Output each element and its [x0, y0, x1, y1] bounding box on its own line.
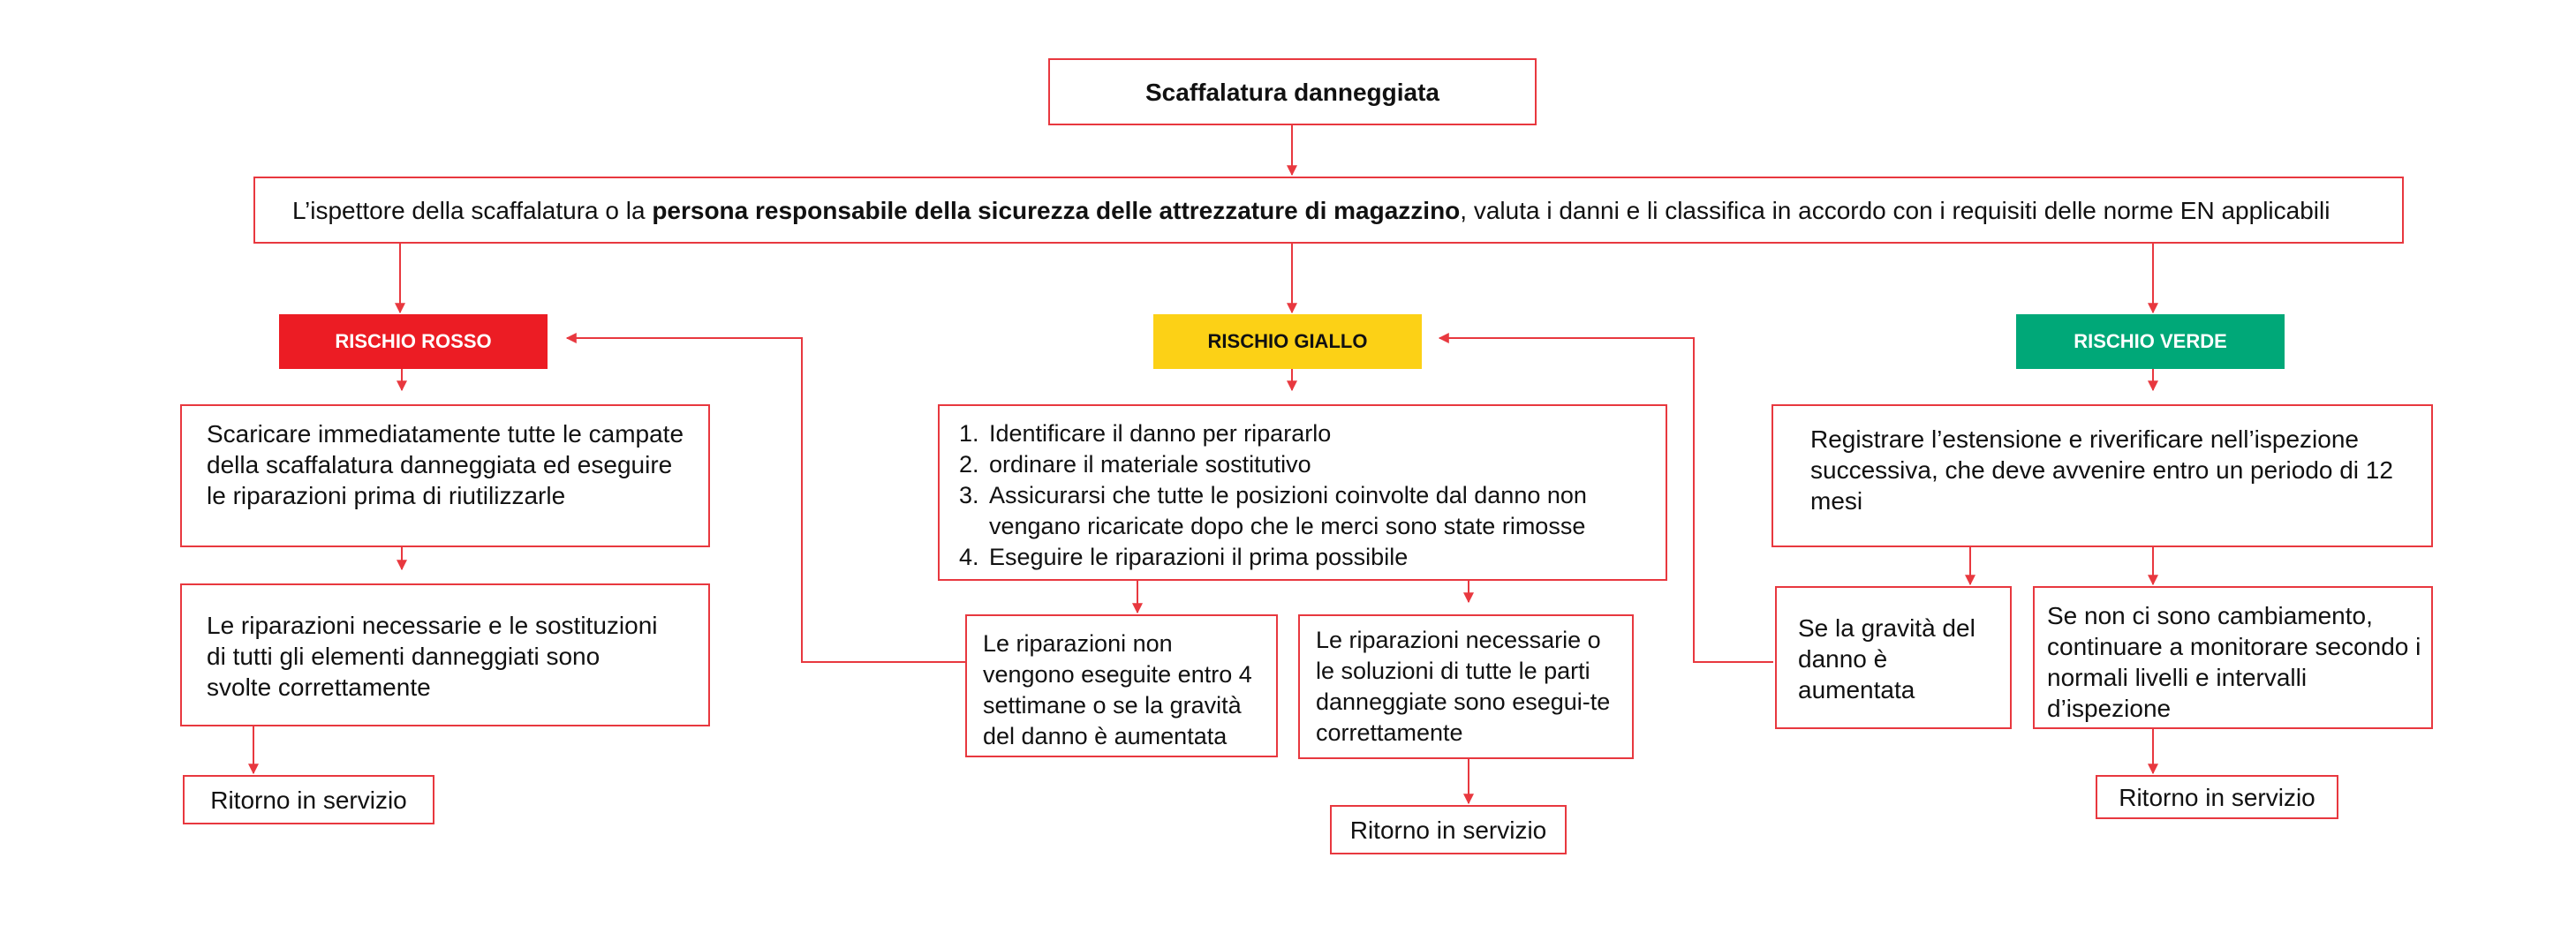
yellow-step: 2. ordinare il materiale sostitutivo: [986, 449, 1666, 480]
assessment-text-start: L’ispettore della scaffalatura o la: [292, 196, 653, 224]
green-same-box: Se non ci sono cambiamento, continuare a monitorare secondo i normali livelli e intervalli d’ispezione: [2033, 586, 2433, 729]
yellow-steps-list: [940, 418, 1666, 573]
yellow-fail-box: Le riparazioni non vengono eseguite entro 4 settimane o se la gravità del danno è aumentata: [965, 614, 1278, 757]
diagram-title: Scaffalatura danneggiata: [1048, 58, 1537, 125]
risk-yellow-label: RISCHIO GIALLO: [1153, 314, 1422, 369]
red-result-box: Ritorno in servizio: [183, 775, 434, 824]
yellow-steps-box: [938, 404, 1667, 581]
green-worse-box: Se la gravità del danno è aumentata: [1775, 586, 2012, 729]
assessment-text-bold: persona responsabile della sicurezza delle attrezzature di magazzino: [652, 196, 1461, 224]
green-result-box: Ritorno in servizio: [2096, 775, 2338, 819]
yellow-result-box: Ritorno in servizio: [1330, 805, 1567, 854]
yellow-step: 3. Assicurarsi che tutte le posizioni coinvolte dal danno non vengano ricaricate dopo che le merci sono state rimosse: [986, 480, 1666, 542]
risk-green-label: RISCHIO VERDE: [2016, 314, 2285, 369]
red-check-box: Le riparazioni necessarie e le sostituzioni di tutti gli elementi danneggiati sono svolte correttamente: [180, 583, 710, 726]
green-action-box: Registrare l’estensione e riverificare nell’ispezione successiva, che deve avvenire entro un periodo di 12 mesi: [1771, 404, 2433, 547]
yellow-step: 4. Eseguire le riparazioni il prima possibile: [986, 542, 1666, 573]
yellow-step: 1. Identificare il danno per ripararlo: [986, 418, 1666, 449]
red-action-box: Scaricare immediatamente tutte le campate della scaffalatura danneggiata ed eseguire le riparazioni prima di riutilizzarle: [180, 404, 710, 547]
assessment-box: [253, 177, 2404, 244]
risk-red-label: RISCHIO ROSSO: [279, 314, 548, 369]
yellow-ok-box: Le riparazioni necessarie o le soluzioni di tutte le parti danneggiate sono esegui-te correttamente: [1298, 614, 1634, 759]
assessment-text-end: , valuta i danni e li classifica in accordo con i requisiti delle norme EN applicabili: [1460, 196, 2330, 224]
assessment-text: [292, 195, 2330, 226]
